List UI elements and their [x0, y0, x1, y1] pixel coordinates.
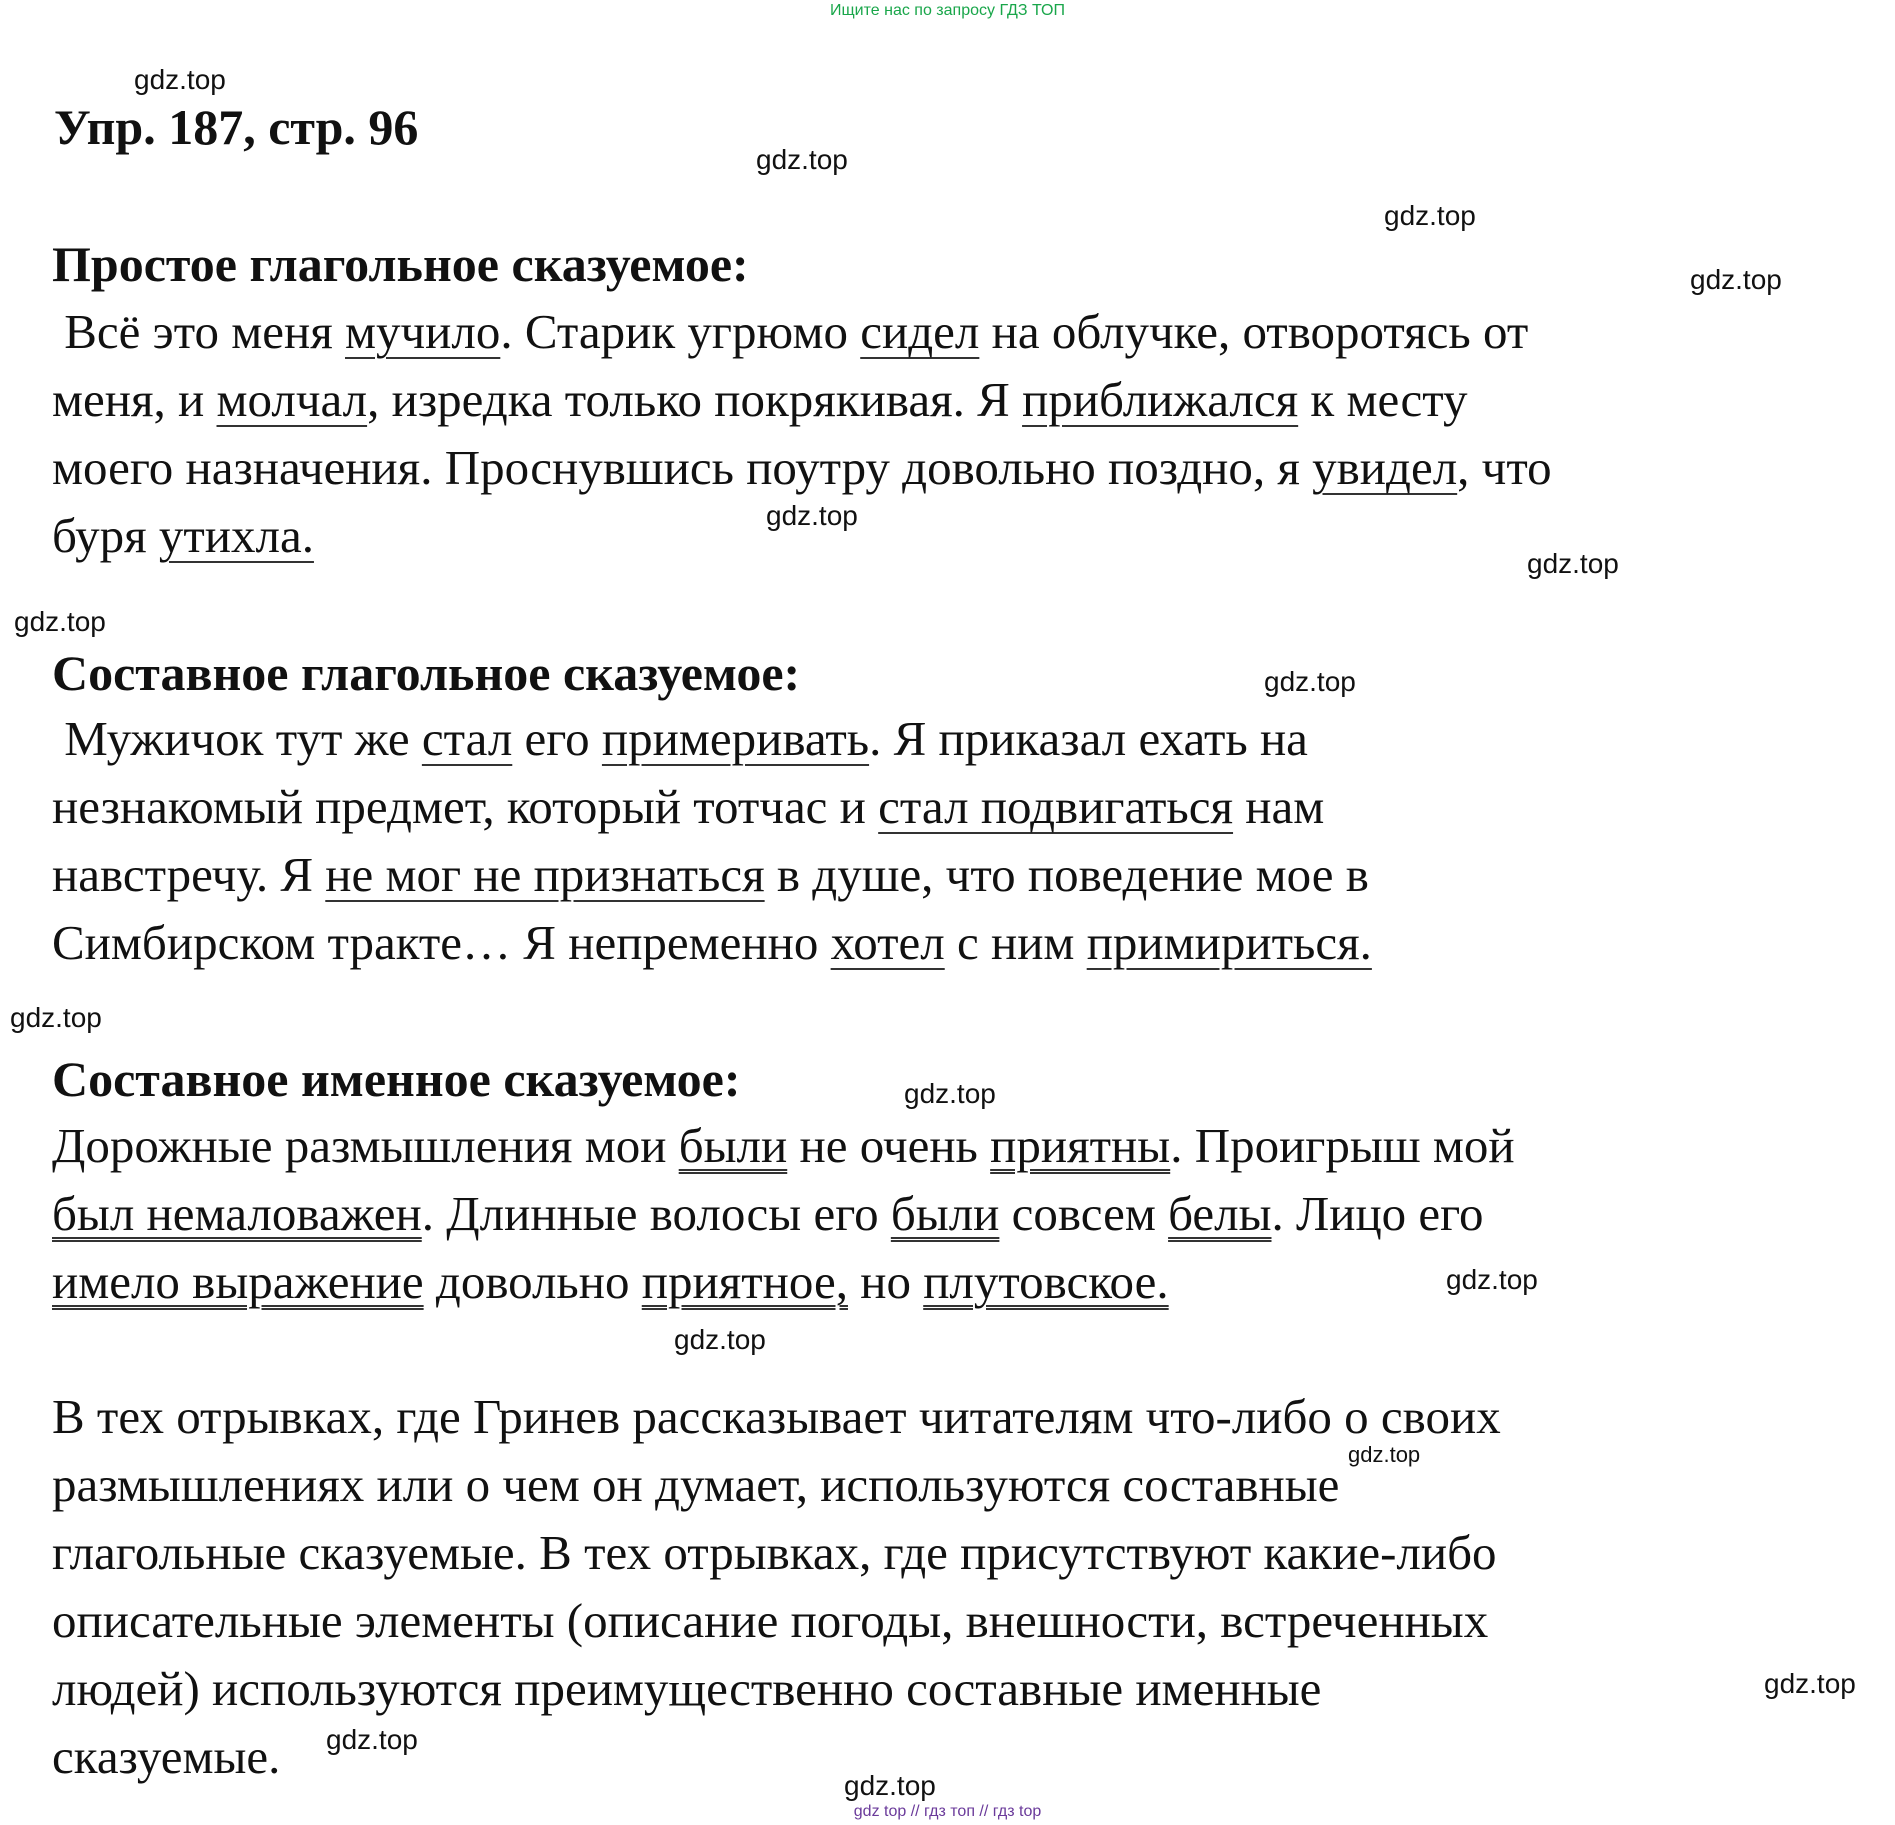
search-hint: Ищите нас по запросу ГДЗ ТОП: [830, 2, 1065, 19]
text-segment: . Старик угрюмо: [500, 304, 861, 359]
verb-predicate: молчал: [216, 372, 368, 427]
text-line: [52, 841, 1882, 909]
watermark: gdz.top: [1348, 1442, 1421, 1467]
verb-predicate: стал подвигаться: [878, 779, 1234, 834]
conclusion-line: глагольные сказуемые. В тех отрывках, где присутствуют какие-либо: [52, 1525, 1497, 1580]
text-line: [52, 434, 1882, 502]
text-segment: , что: [1457, 440, 1552, 495]
text-segment: , изредка только покрякивая. Я: [367, 372, 1023, 427]
text-segment: совсем: [999, 1186, 1169, 1241]
text-segment: . Лицо его: [1271, 1186, 1484, 1241]
text-segment: к месту: [1298, 372, 1468, 427]
watermark: gdz.top: [1690, 264, 1782, 295]
nominal-predicate: были: [890, 1186, 1000, 1241]
conclusion-line: людей) используются преимущественно составные именные: [52, 1661, 1322, 1716]
conclusion-line: описательные элементы (описание погоды, внешности, встреченных: [52, 1593, 1489, 1648]
conclusion-line: размышлениях или о чем он думает, используются составные: [52, 1457, 1340, 1512]
text-line: [52, 705, 1882, 773]
nominal-predicate: белы: [1168, 1186, 1272, 1241]
watermark: gdz.top: [766, 500, 858, 531]
text-segment: Всё это меня: [52, 304, 345, 359]
watermark: gdz.top: [1527, 548, 1619, 579]
nominal-predicate: приятное,: [641, 1254, 848, 1309]
conclusion-line: сказуемые.: [52, 1729, 281, 1784]
watermark: gdz.top: [674, 1324, 766, 1355]
text-segment: Мужичок тут же: [52, 711, 422, 766]
nominal-predicate: приятны: [990, 1118, 1171, 1173]
watermark: gdz.top: [10, 1002, 102, 1033]
verb-predicate: сидел: [860, 304, 980, 359]
section-text-compound-verbal: [52, 705, 1882, 977]
text-segment: в душе, что поведение мое в: [764, 847, 1369, 902]
watermark: gdz.top: [134, 64, 226, 95]
text-segment: его: [512, 711, 602, 766]
watermark: gdz.top: [904, 1078, 996, 1109]
verb-predicate: примеривать: [601, 711, 870, 766]
section-text-simple: [52, 298, 1882, 570]
watermark: gdz.top: [1264, 666, 1356, 697]
footer-links: gdz top // гдз топ // гдз top: [853, 1803, 1042, 1820]
text-segment: нам: [1233, 779, 1325, 834]
text-segment: Дорожные размышления мои: [52, 1118, 679, 1173]
section-heading-compound-nominal: Составное именное сказуемое:: [52, 1051, 741, 1107]
text-line: [52, 1180, 1882, 1248]
conclusion-line: В тех отрывках, где Гринев рассказывает читателям что-либо о своих: [52, 1389, 1501, 1444]
nominal-predicate: был немаловажен: [52, 1186, 422, 1241]
section-text-compound-nominal: [52, 1112, 1882, 1316]
nominal-predicate: имело выражение: [52, 1254, 424, 1309]
text-segment: но: [847, 1254, 924, 1309]
watermark: gdz.top: [756, 144, 848, 175]
text-line: [52, 298, 1882, 366]
text-segment: навстречу. Я: [52, 847, 326, 902]
verb-predicate: увидел: [1312, 440, 1458, 495]
text-line: [52, 366, 1882, 434]
watermark: gdz.top: [1764, 1668, 1856, 1699]
watermark: gdz.top: [14, 606, 106, 637]
text-segment: . Проигрыш мой: [1170, 1118, 1515, 1173]
text-segment: довольно: [423, 1254, 642, 1309]
verb-predicate: утихла.: [158, 508, 314, 563]
text-segment: Симбирском тракте… Я непременно: [52, 915, 831, 970]
verb-predicate: приближался: [1022, 372, 1299, 427]
text-segment: буря: [52, 508, 159, 563]
text-segment: с ним: [944, 915, 1087, 970]
watermark: gdz.top: [1384, 200, 1476, 231]
verb-predicate: примириться.: [1086, 915, 1372, 970]
nominal-predicate: были: [678, 1118, 788, 1173]
verb-predicate: стал: [421, 711, 513, 766]
text-line: [52, 909, 1882, 977]
verb-predicate: хотел: [830, 915, 945, 970]
text-segment: . Я приказал ехать на: [869, 711, 1308, 766]
text-line: [52, 1248, 1882, 1316]
watermark: gdz.top: [326, 1724, 418, 1755]
text-segment: меня, и: [52, 372, 217, 427]
verb-predicate: не мог не признаться: [325, 847, 765, 902]
watermark: gdz.top: [1446, 1264, 1538, 1295]
nominal-predicate: плутовское.: [923, 1254, 1169, 1309]
text-line: [52, 1112, 1882, 1180]
text-segment: не очень: [787, 1118, 991, 1173]
text-segment: моего назначения. Проснувшись поутру довольно поздно, я: [52, 440, 1313, 495]
text-segment: незнакомый предмет, который тотчас и: [52, 779, 879, 834]
watermark: gdz.top: [844, 1770, 936, 1801]
section-heading-compound-verbal: Составное глагольное сказуемое:: [52, 645, 801, 701]
verb-predicate: мучило: [345, 304, 501, 359]
text-line: [52, 773, 1882, 841]
section-heading-simple: Простое глагольное сказуемое:: [52, 236, 749, 292]
text-segment: на облучке, отворотясь от: [979, 304, 1529, 359]
text-segment: . Длинные волосы его: [421, 1186, 891, 1241]
exercise-title: Упр. 187, стр. 96: [54, 99, 419, 155]
